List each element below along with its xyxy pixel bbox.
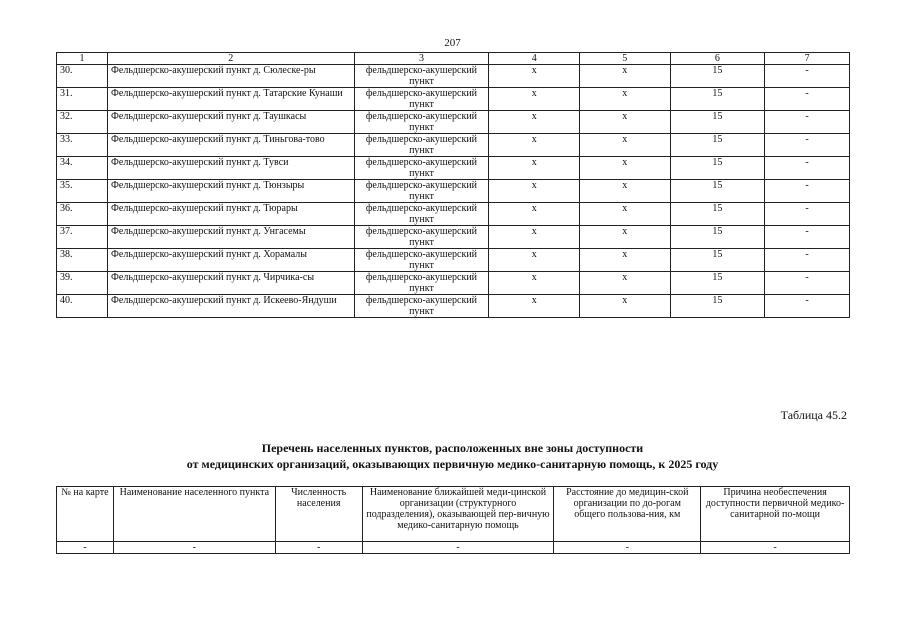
- table-cell: Фельдшерско-акушерский пункт д. Чирчика-сы: [108, 272, 355, 295]
- table-header-row: [57, 53, 850, 65]
- table-cell: х: [489, 295, 580, 318]
- table-cell: -: [57, 542, 114, 554]
- table-cell: -: [275, 542, 362, 554]
- table-cell: х: [580, 203, 671, 226]
- table-cell: Фельдшерско-акушерский пункт д. Тюнзыры: [108, 180, 355, 203]
- table-cell: 15: [670, 65, 765, 88]
- table-cell: Фельдшерско-акушерский пункт д. Хорамалы: [108, 249, 355, 272]
- table-cell: -: [113, 542, 275, 554]
- table-cell: 31.: [57, 88, 108, 111]
- table-row: [57, 226, 850, 249]
- table-cell: 33.: [57, 134, 108, 157]
- table-cell: х: [580, 180, 671, 203]
- table-cell: Фельдшерско-акушерский пункт д. Искеево-Яндуши: [108, 295, 355, 318]
- column-header: 5: [580, 53, 671, 65]
- table-cell: Фельдшерско-акушерский пункт д. Тиньгова-тово: [108, 134, 355, 157]
- table-cell: х: [489, 111, 580, 134]
- column-header: Причина необеспечения доступности первичной медико-санитарной по-мощи: [701, 487, 850, 542]
- column-header: Расстояние до медицин-ской организации по до-рогам общего пользова-ния, км: [554, 487, 701, 542]
- table-cell: фельдшерско-акушерский пункт: [354, 249, 489, 272]
- table-cell: 40.: [57, 295, 108, 318]
- table-cell: 15: [670, 295, 765, 318]
- table-cell: фельдшерско-акушерский пункт: [354, 226, 489, 249]
- table-cell: Фельдшерско-акушерский пункт д. Унгасемы: [108, 226, 355, 249]
- table-cell: фельдшерско-акушерский пункт: [354, 272, 489, 295]
- table-cell: х: [580, 249, 671, 272]
- table-cell: х: [489, 249, 580, 272]
- table-cell: х: [489, 180, 580, 203]
- table-cell: -: [765, 180, 850, 203]
- table-cell: -: [765, 226, 850, 249]
- table-cell: 39.: [57, 272, 108, 295]
- table-cell: 35.: [57, 180, 108, 203]
- table-cell: -: [765, 88, 850, 111]
- table-cell: х: [489, 203, 580, 226]
- page-number: 207: [444, 37, 461, 49]
- table-cell: х: [489, 272, 580, 295]
- table-row: [57, 249, 850, 272]
- settlements-table: [56, 486, 850, 554]
- table-cell: 36.: [57, 203, 108, 226]
- table-row: [57, 203, 850, 226]
- table-cell: -: [362, 542, 554, 554]
- table-row: [57, 157, 850, 180]
- table-title-line-1: Перечень населенных пунктов, расположенных вне зоны доступности: [261, 441, 644, 455]
- table-cell: х: [580, 134, 671, 157]
- table-cell: х: [489, 65, 580, 88]
- table-cell: Фельдшерско-акушерский пункт д. Сюлеске-ры: [108, 65, 355, 88]
- table-cell: фельдшерско-акушерский пункт: [354, 134, 489, 157]
- table-cell: фельдшерско-акушерский пункт: [354, 295, 489, 318]
- table-row: [57, 88, 850, 111]
- table-row: [57, 542, 850, 554]
- table-row: [57, 180, 850, 203]
- table-cell: 15: [670, 249, 765, 272]
- table-cell: 15: [670, 157, 765, 180]
- column-header: Наименование населенного пункта: [113, 487, 275, 542]
- table-label: Таблица 45.2: [780, 408, 847, 422]
- table-cell: х: [580, 65, 671, 88]
- table-cell: -: [765, 65, 850, 88]
- table-cell: 38.: [57, 249, 108, 272]
- table-cell: фельдшерско-акушерский пункт: [354, 65, 489, 88]
- table-cell: фельдшерско-акушерский пункт: [354, 157, 489, 180]
- table-cell: х: [489, 157, 580, 180]
- table-cell: 15: [670, 272, 765, 295]
- table-cell: -: [765, 111, 850, 134]
- table-cell: х: [580, 157, 671, 180]
- table-cell: Фельдшерско-акушерский пункт д. Татарские Кунаши: [108, 88, 355, 111]
- facilities-table: [56, 52, 850, 318]
- table-cell: -: [554, 542, 701, 554]
- table-cell: -: [765, 203, 850, 226]
- table-cell: х: [580, 295, 671, 318]
- table-row: [57, 295, 850, 318]
- table-cell: -: [765, 249, 850, 272]
- table-cell: х: [489, 226, 580, 249]
- table-cell: 15: [670, 180, 765, 203]
- table-cell: 15: [670, 111, 765, 134]
- table-cell: 32.: [57, 111, 108, 134]
- table-cell: х: [580, 272, 671, 295]
- table-cell: 15: [670, 226, 765, 249]
- column-header: 3: [354, 53, 489, 65]
- table-header-row: [57, 487, 850, 542]
- column-header: 4: [489, 53, 580, 65]
- table-cell: -: [765, 134, 850, 157]
- table-cell: х: [580, 226, 671, 249]
- table-cell: Фельдшерско-акушерский пункт д. Тувси: [108, 157, 355, 180]
- table-cell: 15: [670, 203, 765, 226]
- column-header: 7: [765, 53, 850, 65]
- table-title-line-2: от медицинских организаций, оказывающих первичную медико-санитарную помощь, к 2025 году: [186, 457, 719, 471]
- table-cell: фельдшерско-акушерский пункт: [354, 88, 489, 111]
- column-header: 1: [57, 53, 108, 65]
- table-cell: -: [765, 157, 850, 180]
- table-cell: х: [580, 88, 671, 111]
- table-row: [57, 65, 850, 88]
- table-cell: х: [489, 134, 580, 157]
- table-cell: 34.: [57, 157, 108, 180]
- table-cell: 15: [670, 134, 765, 157]
- column-header: 6: [670, 53, 765, 65]
- table-cell: фельдшерско-акушерский пункт: [354, 111, 489, 134]
- table-cell: фельдшерско-акушерский пункт: [354, 203, 489, 226]
- table-cell: 15: [670, 88, 765, 111]
- table-row: [57, 272, 850, 295]
- table-row: [57, 134, 850, 157]
- table-cell: 30.: [57, 65, 108, 88]
- table-row: [57, 111, 850, 134]
- column-header: 2: [108, 53, 355, 65]
- column-header: № на карте: [57, 487, 114, 542]
- table-cell: -: [765, 272, 850, 295]
- table-cell: х: [489, 88, 580, 111]
- table-cell: х: [580, 111, 671, 134]
- table-cell: Фельдшерско-акушерский пункт д. Тюрары: [108, 203, 355, 226]
- table-cell: 37.: [57, 226, 108, 249]
- column-header: Численность населения: [275, 487, 362, 542]
- table-cell: Фельдшерско-акушерский пункт д. Таушкасы: [108, 111, 355, 134]
- column-header: Наименование ближайшей меди-цинской организации (структурного подразделения), оказывающей пер-вичную медико-санитарную помощь: [362, 487, 554, 542]
- table-cell: -: [765, 295, 850, 318]
- table-cell: -: [701, 542, 850, 554]
- table-cell: фельдшерско-акушерский пункт: [354, 180, 489, 203]
